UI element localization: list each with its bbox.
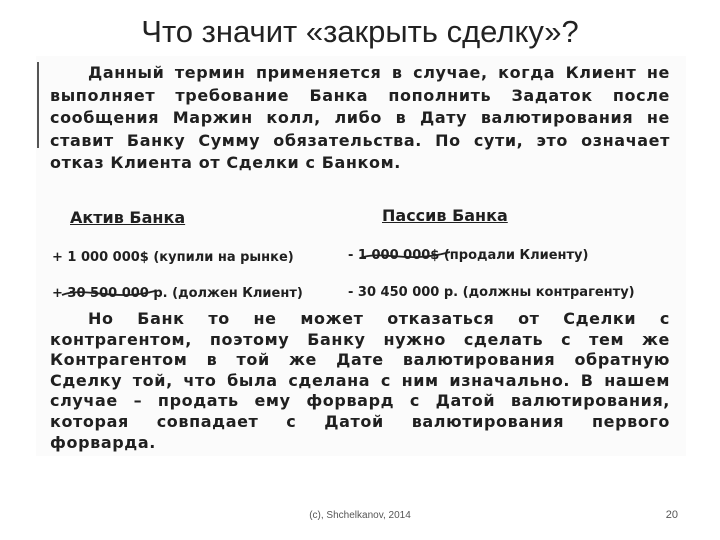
scan-margin-line	[37, 62, 39, 148]
strikethrough-liability-usd	[358, 246, 458, 266]
page-number: 20	[665, 509, 678, 521]
paragraph-explanation: Но Банк то не может отказаться от Сделки с контрагентом, поэтому Банку нужно сделать с тем же Контрагентом в той же Дате валютирования обратную Сделку той, что была сделана с ним изначально. В нашем случае – продать ему форвард с Датой валютирования, которая совпадает с Датой валютирования первого форварда.	[50, 309, 670, 452]
asset-entry-usd: + 1 000 000$ (купили на рынке)	[52, 250, 294, 265]
strikethrough-asset-rub	[60, 284, 160, 304]
liability-entry-rub: - 30 450 000 р. (должны контрагенту)	[348, 285, 635, 300]
asset-heading: Актив Банка	[70, 208, 186, 227]
liability-entry-usd: - 1 000 000$ (продали Клиенту)	[348, 248, 589, 263]
asset-entry-rub: + 30 500 000 р. (должен Клиент)	[52, 286, 303, 301]
liability-heading: Пассив Банка	[382, 206, 508, 225]
slide-title: Что значит «закрыть сделку»?	[141, 14, 579, 49]
footer-copyright: (c), Shchelkanov, 2014	[309, 510, 411, 521]
paragraph-definition: Данный термин применяется в случае, когда Клиент не выполняет требование Банка пополнить Задаток после сообщения Маржин колл, либо в Дату валютирования не ставит Банку Сумму обязательства. По сути, это означает отказ Клиента от Сделки с Банком.	[50, 63, 670, 172]
